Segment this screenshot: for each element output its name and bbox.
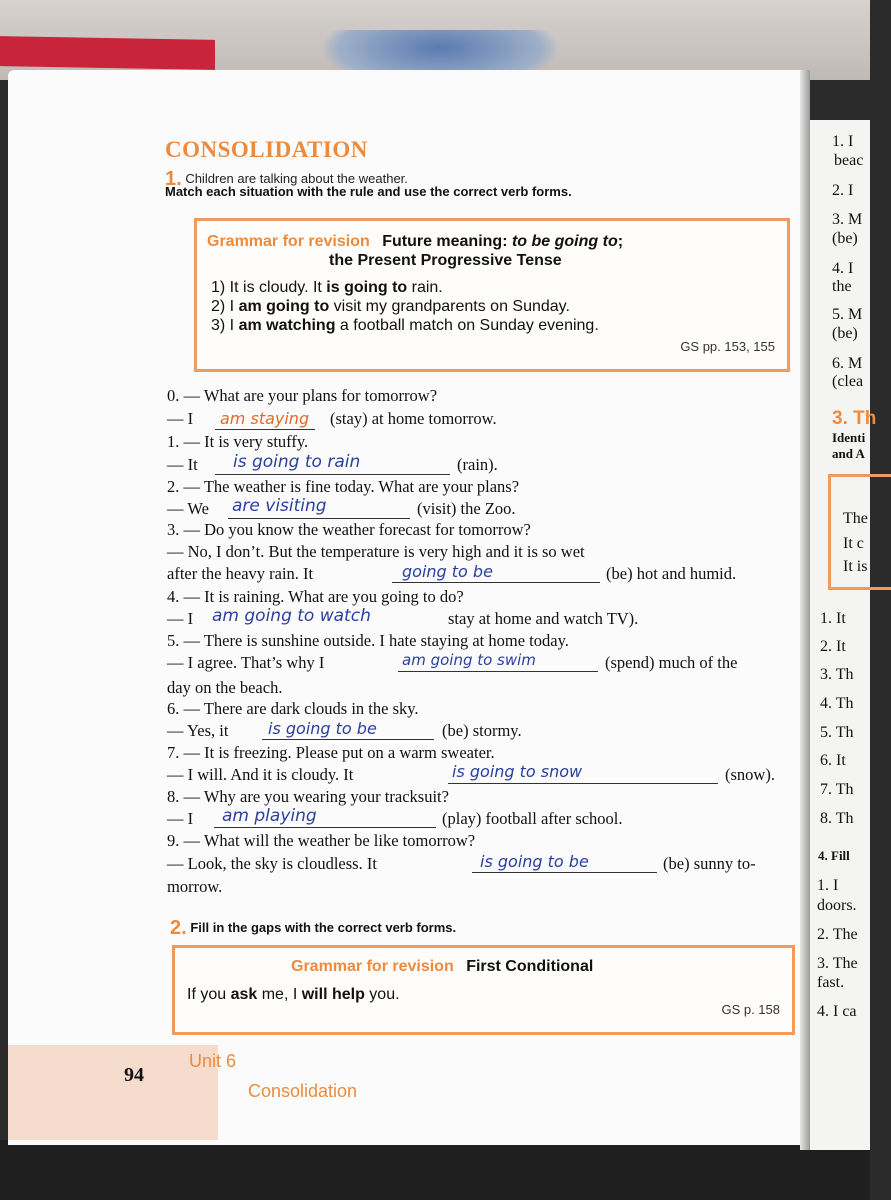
rule-bold: is going to [326, 279, 408, 296]
grammar-box-2-heading: First Conditional [466, 958, 594, 975]
line-5b-start: — I agree. That’s why I [167, 653, 325, 672]
line-2a: 2. — The weather is fine today. What are your plans? [167, 477, 520, 496]
heading-italic: to be going to [511, 233, 618, 250]
rule-bold: ask [230, 986, 258, 1003]
right-page-line: doors. [817, 897, 857, 914]
right-page-line: 5. Th [820, 724, 854, 741]
rule-text: visit my grandparents on Sunday. [329, 298, 570, 315]
rule-2 [211, 298, 570, 316]
right-page-line: 6. M [832, 355, 863, 372]
rule-text: a football match on Sunday evening. [335, 317, 599, 334]
rule-first-conditional [187, 986, 400, 1004]
grammar-box-2 [172, 945, 795, 1035]
answer-blank [448, 783, 718, 784]
answer-5: am going to swim [402, 651, 536, 669]
line-0a: 0. — What are your plans for tomorrow? [167, 386, 438, 405]
line-8a: 8. — Why are you wearing your tracksuit? [167, 787, 449, 806]
line-0b-start: — I [167, 409, 194, 428]
right-page-line: 1. I [832, 133, 854, 150]
answer-8: am playing [222, 806, 317, 826]
right-page-line: 2. The [817, 926, 858, 943]
line-8b-start: — I [167, 809, 194, 828]
right-page-line: (be) [832, 325, 858, 342]
line-6b-end: (be) stormy. [442, 721, 522, 740]
right-page-line: beac [834, 152, 864, 169]
line-5c: day on the beach. [167, 678, 283, 697]
right-page-line: It is [843, 558, 868, 575]
line-1a: 1. — It is very stuffy. [167, 432, 309, 451]
line-7b-start: — I will. And it is cloudy. It [167, 765, 354, 784]
grammar-box-2-ref: GS p. 158 [721, 1002, 780, 1017]
answer-3: going to be [402, 562, 493, 581]
rule-text: me, I [257, 986, 302, 1003]
answer-blank [228, 518, 410, 519]
rule-3 [211, 317, 599, 335]
line-6b-start: — Yes, it [167, 721, 229, 740]
scan-background-bottom [0, 1140, 870, 1200]
section-title: CONSOLIDATION [165, 137, 368, 162]
line-7a: 7. — It is freezing. Please put on a warm sweater. [167, 743, 495, 762]
right-page-line: 6. It [820, 752, 846, 769]
line-1b-end: (rain). [457, 455, 498, 474]
right-page-line: 4. I [832, 260, 854, 277]
right-page-ex4 [818, 848, 850, 864]
book-fold [800, 70, 810, 1150]
ex1-number: 1. [165, 168, 182, 190]
right-page-line: It c [843, 535, 864, 552]
line-6a: 6. — There are dark clouds in the sky. [167, 699, 419, 718]
right-page-line: 4. Fill [818, 848, 850, 863]
right-page-line: 4. Th [820, 695, 854, 712]
unit-sublabel: Consolidation [248, 1081, 358, 1101]
footer-color-band [8, 1045, 218, 1140]
right-page-line: Identi [832, 430, 866, 445]
grammar-box-1-ref: GS pp. 153, 155 [680, 339, 775, 354]
line-3a: 3. — Do you know the weather forecast for tomorrow? [167, 520, 531, 539]
answer-blank [262, 739, 434, 740]
right-page-line: 2. I [832, 182, 854, 199]
line-9a: 9. — What will the weather be like tomorrow? [167, 831, 476, 850]
answer-blank [214, 827, 436, 828]
right-page-line: The [843, 510, 868, 527]
right-page-line: 3. Th [832, 408, 877, 429]
page-number: 94 [124, 1064, 144, 1086]
line-5b-end: (spend) much of the [605, 653, 738, 672]
heading-part: ; [617, 233, 624, 250]
right-page-line: 1. It [820, 610, 846, 627]
rule-text: 3) I [211, 317, 239, 334]
red-bookmark [0, 36, 215, 70]
rule-1 [211, 279, 443, 297]
line-4b-start: — I [167, 609, 194, 628]
right-page-line: 4. I ca [817, 1003, 857, 1020]
answer-blank [472, 872, 657, 873]
line-3c-start: after the heavy rain. It [167, 564, 314, 583]
rule-text: 1) It is cloudy. It [211, 279, 327, 296]
right-page-line: 8. Th [820, 810, 854, 827]
line-8b-end: (play) football after school. [442, 809, 623, 828]
answer-blank [215, 474, 450, 475]
ex2-header [170, 915, 456, 938]
right-page-line: 3. Th [820, 666, 854, 683]
rule-text: you. [364, 986, 400, 1003]
right-page-line: 7. Th [820, 781, 854, 798]
line-9b-start: — Look, the sky is cloudless. It [167, 854, 377, 873]
answer-6: is going to be [268, 719, 377, 738]
ex1-task: Match each situation with the rule and use the correct verb forms. [165, 184, 572, 199]
line-3c-end: (be) hot and humid. [606, 564, 737, 583]
right-page-line: the [832, 278, 852, 295]
unit-label: Unit 6 [189, 1051, 237, 1071]
right-page-line: 3. The [817, 955, 858, 972]
rule-text: rain. [407, 279, 443, 296]
ex1-intro-text: Children are talking about the weather. [185, 171, 408, 186]
line-4b-end: stay at home and watch TV). [448, 609, 639, 628]
rule-text: 2) I [211, 298, 239, 315]
line-2b-end: (visit) the Zoo. [417, 499, 516, 518]
rule-bold: am watching [238, 317, 336, 334]
answer-7: is going to snow [452, 762, 583, 781]
right-page-line: (be) [832, 230, 858, 247]
right-page-line: (clea [832, 373, 864, 390]
grammar-box-1-heading [382, 233, 623, 250]
line-5a: 5. — There is sunshine outside. I hate staying at home today. [167, 631, 569, 650]
rule-text: If you [187, 986, 231, 1003]
ex2-number: 2. [170, 917, 187, 939]
line-4a: 4. — It is raining. What are you going to do? [167, 587, 464, 606]
right-page-ex3 [832, 408, 876, 430]
answer-blank [398, 671, 598, 672]
answer-1: is going to rain [233, 452, 361, 472]
answer-blank [215, 429, 315, 430]
grammar-box-1 [194, 218, 790, 372]
line-9b-end: (be) sunny to- [663, 854, 756, 873]
right-page-line: and A [832, 446, 865, 461]
answer-0: am staying [220, 409, 310, 428]
line-9c: morrow. [167, 877, 223, 896]
line-2b-start: — We [167, 499, 209, 518]
right-page-line: 5. M [832, 306, 863, 323]
answer-9: is going to be [480, 852, 589, 871]
heading-part: Future meaning: [382, 233, 512, 250]
right-page-line: 2. It [820, 638, 846, 655]
right-page-line: 3. M [832, 211, 863, 228]
answer-4: am going to watch [212, 606, 371, 626]
grammar-box-1-header [207, 233, 623, 251]
right-page-line: 1. I [817, 877, 839, 894]
rule-bold: will help [301, 986, 365, 1003]
rule-bold: am going to [238, 298, 330, 315]
line-1b-start: — It [167, 455, 198, 474]
grammar-box-2-header [291, 958, 593, 976]
grammar-box-1-label: Grammar for revision [207, 233, 370, 250]
line-0b-end: (stay) at home tomorrow. [330, 409, 497, 428]
right-page-line: fast. [817, 974, 845, 991]
line-7b-end: (snow). [725, 765, 775, 784]
answer-2: are visiting [232, 496, 327, 516]
ex2-task: Fill in the gaps with the correct verb forms. [190, 920, 457, 935]
grammar-box-2-label: Grammar for revision [291, 958, 454, 975]
grammar-box-1-heading-line2: the Present Progressive Tense [329, 252, 562, 269]
answer-blank [392, 582, 600, 583]
line-3b: — No, I don’t. But the temperature is very high and it is so wet [167, 542, 585, 561]
